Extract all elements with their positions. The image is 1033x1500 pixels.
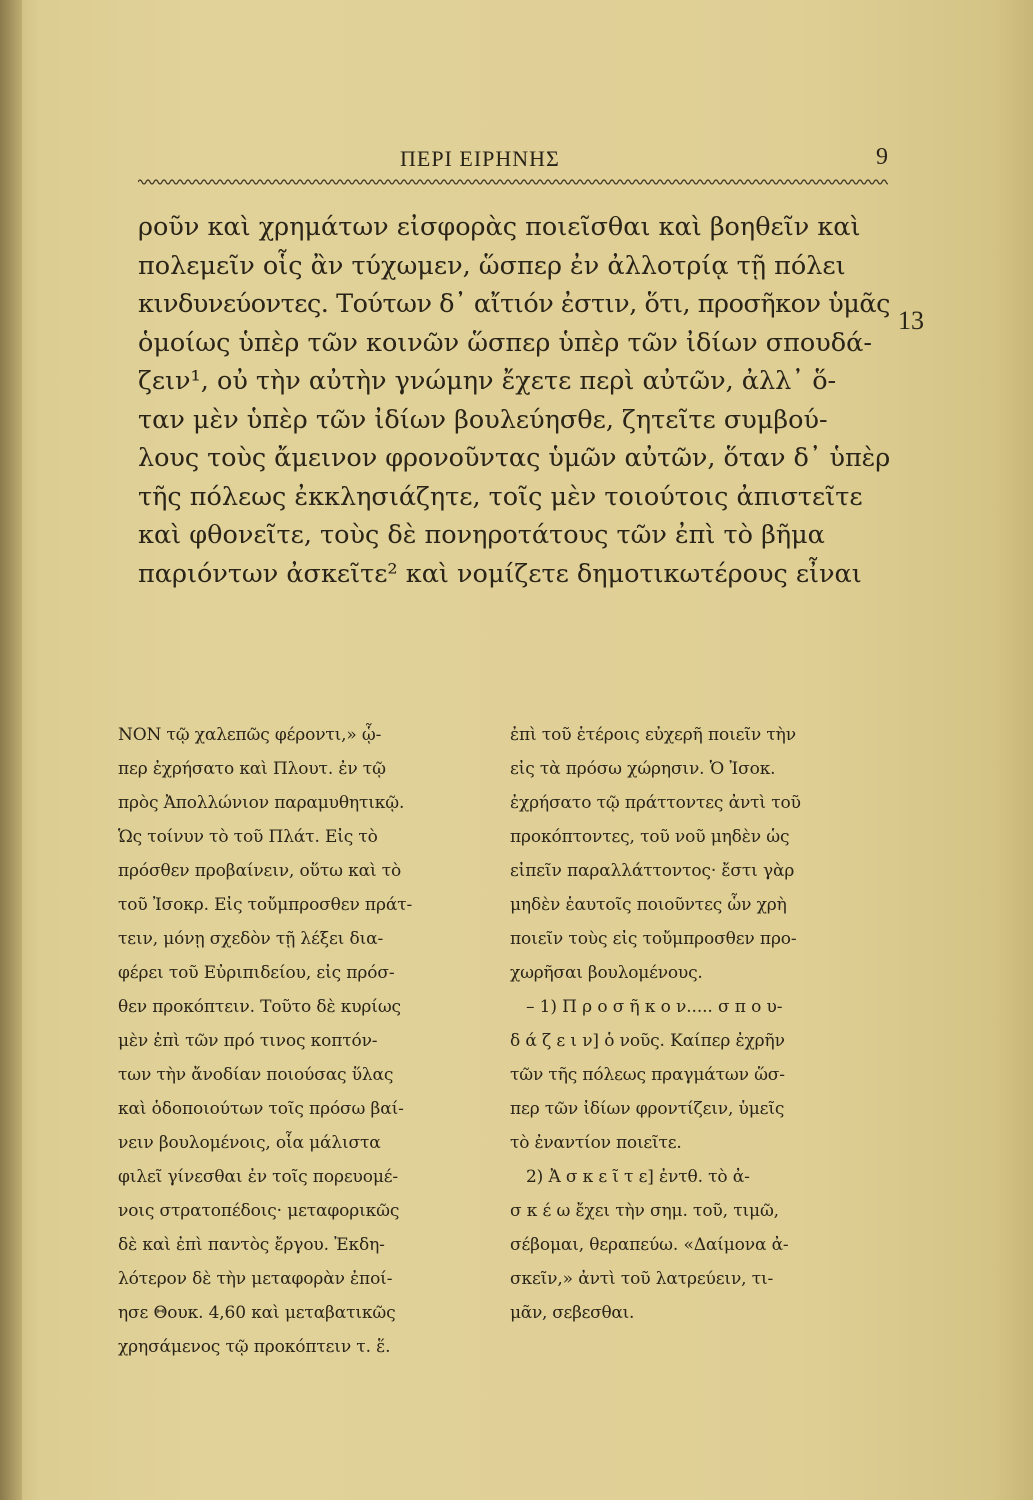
note-line: ἐπὶ τοῦ ἑτέροις εὐχερῆ ποιεῖν τὴν bbox=[510, 725, 796, 745]
note-line: ἐχρήσατο τῷ πράττοντες ἀντὶ τοῦ bbox=[510, 793, 801, 813]
main-line: τῆς πόλεως ἐκκλησιάζητε, τοῖς μὲν τοιούτοις ἀπιστεῖτε bbox=[138, 481, 863, 512]
main-line: καὶ φθονεῖτε, τοὺς δὲ πονηροτάτους τῶν ἐπὶ τὸ βῆμα bbox=[138, 520, 825, 550]
note-line: 2) Ἀ σ κ ε ῖ τ ε] ἐντθ. τὸ ἀ- bbox=[526, 1167, 750, 1187]
note-line: θεν προκόπτειν. Τοῦτο δὲ κυρίως bbox=[118, 997, 401, 1017]
note-line: νειν βουλομένοις, οἷα μάλιστα bbox=[118, 1133, 381, 1153]
note-line: περ ἐχρήσατο καὶ Πλουτ. ἐν τῷ bbox=[118, 759, 386, 779]
note-line: περ τῶν ἰδίων φροντίζειν, ὑμεῖς bbox=[510, 1099, 785, 1119]
note-line: μηδὲν ἑαυτοῖς ποιοῦντες ὧν χρὴ bbox=[510, 895, 787, 915]
note-line: πρὸς Ἀπολλώνιον παραμυθητικῷ. bbox=[118, 793, 405, 813]
main-line: ζειν¹, οὐ τὴν αὐτὴν γνώμην ἔχετε περὶ αὐτῶν, ἀλλ᾽ ὅ- bbox=[138, 366, 837, 396]
notes-column-right bbox=[510, 718, 882, 1330]
notes-column-left bbox=[118, 718, 490, 1364]
note-line: μᾶν, σεβεσθαι. bbox=[510, 1303, 635, 1323]
note-line: τειν, μόνῃ σχεδὸν τῇ λέξει δια- bbox=[118, 929, 384, 949]
note-line: τῶν τῆς πόλεως πραγμάτων ὥσ- bbox=[510, 1065, 785, 1085]
note-line: σκεῖν,» ἀντὶ τοῦ λατρεύειν, τι- bbox=[510, 1269, 774, 1289]
section-margin-number: 13 bbox=[898, 306, 924, 335]
note-line: – 1) Π ρ ο σ ῆ κ ο ν..... σ π ο υ- bbox=[526, 997, 783, 1017]
note-line: εἰς τὰ πρόσω χώρησιν. Ὁ Ἰσοκ. bbox=[510, 759, 776, 779]
note-line: χωρῆσαι βουλομένους. bbox=[510, 963, 703, 983]
note-line: φέρει τοῦ Εὐριπιδείου, εἰς πρόσ- bbox=[118, 963, 395, 983]
note-line: Ὡς τοίνυν τὸ τοῦ Πλάτ. Εἰς τὸ bbox=[118, 827, 378, 847]
note-line: πρόσθεν προβαίνειν, οὕτω καὶ τὸ bbox=[118, 861, 402, 881]
note-line: δ ά ζ ε ι ν] ὁ νοῦς. Καίπερ ἐχρῆν bbox=[510, 1031, 785, 1051]
page-edge bbox=[0, 0, 22, 1500]
note-line: μὲν ἐπὶ τῶν πρό τινος κοπτόν- bbox=[118, 1031, 378, 1051]
note-line: σέβομαι, θεραπεύω. «Δαίμονα ἀ- bbox=[510, 1235, 789, 1255]
note-line: δὲ καὶ ἐπὶ παντὸς ἔργου. Ἐκδη- bbox=[118, 1235, 385, 1255]
main-line: ταν μὲν ὑπὲρ τῶν ἰδίων βουλεύησθε, ζητεῖτε συμβού- bbox=[138, 404, 828, 435]
note-line: ησε Θουκ. 4,60 καὶ μεταβατικῶς bbox=[118, 1303, 396, 1323]
main-line: ὁμοίως ὑπὲρ τῶν κοινῶν ὥσπερ ὑπὲρ τῶν ἰδίων σπουδά- bbox=[138, 327, 872, 358]
note-line: καὶ ὁδοποιούτων τοῖς πρόσω βαί- bbox=[118, 1099, 404, 1119]
note-line: ποιεῖν τοὺς εἰς τοὔμπροσθεν προ- bbox=[510, 929, 797, 949]
note-line: χρησάμενος τῷ προκόπτειν τ. ἕ. bbox=[118, 1337, 391, 1357]
note-line: τὸ ἐναντίον ποιεῖτε. bbox=[510, 1133, 682, 1153]
main-line: παριόντων ἀσκεῖτε² καὶ νομίζετε δημοτικωτέρους εἶναι bbox=[138, 558, 862, 589]
main-line: λους τοὺς ἄμεινον φρονοῦντας ὑμῶν αὐτῶν, ὅταν δ᾽ ὑπὲρ bbox=[138, 443, 891, 473]
note-line: νοις στρατοπέδοις· μεταφορικῶς bbox=[118, 1201, 400, 1221]
page-number: 9 bbox=[876, 144, 888, 170]
note-line: φιλεῖ γίνεσθαι ἐν τοῖς πορευομέ- bbox=[118, 1167, 399, 1187]
note-line: τοῦ Ἰσοκρ. Εἰς τοὔμπροσθεν πράτ- bbox=[118, 895, 413, 915]
main-line: ροῦν καὶ χρημάτων εἰσφορὰς ποιεῖσθαι καὶ βοηθεῖν καὶ bbox=[138, 212, 861, 242]
note-line: των τὴν ἄνοδίαν ποιούσας ὕλας bbox=[118, 1065, 394, 1085]
note-line: εἰπεῖν παραλλάττοντος· ἔστι γὰρ bbox=[510, 861, 795, 881]
note-line: προκόπτοντες, τοῦ νοῦ μηδὲν ὡς bbox=[510, 827, 790, 847]
note-line: ΝΟΝ τῷ χαλεπῶς φέροντι,» ᾧ- bbox=[118, 725, 382, 745]
main-line: κινδυνεύοντες. Τούτων δ᾽ αἴτιόν ἐστιν, ὅτι, προσῆκον ὑμᾶς bbox=[138, 289, 890, 319]
main-line: πολεμεῖν οἷς ἂν τύχωμεν, ὥσπερ ἐν ἀλλοτρίᾳ τῇ πόλει bbox=[138, 250, 846, 281]
page-header bbox=[138, 140, 888, 180]
note-line: λότερον δὲ τὴν μεταφορὰν ἐποί- bbox=[118, 1269, 393, 1289]
running-title: ΠΕΡΙ ΕΙΡΗΝΗΣ bbox=[400, 146, 560, 171]
wavy-rule bbox=[138, 176, 888, 188]
main-text bbox=[138, 208, 890, 593]
note-line: σ κ έ ω ἔχει τὴν σημ. τοῦ, τιμῶ, bbox=[510, 1201, 779, 1221]
